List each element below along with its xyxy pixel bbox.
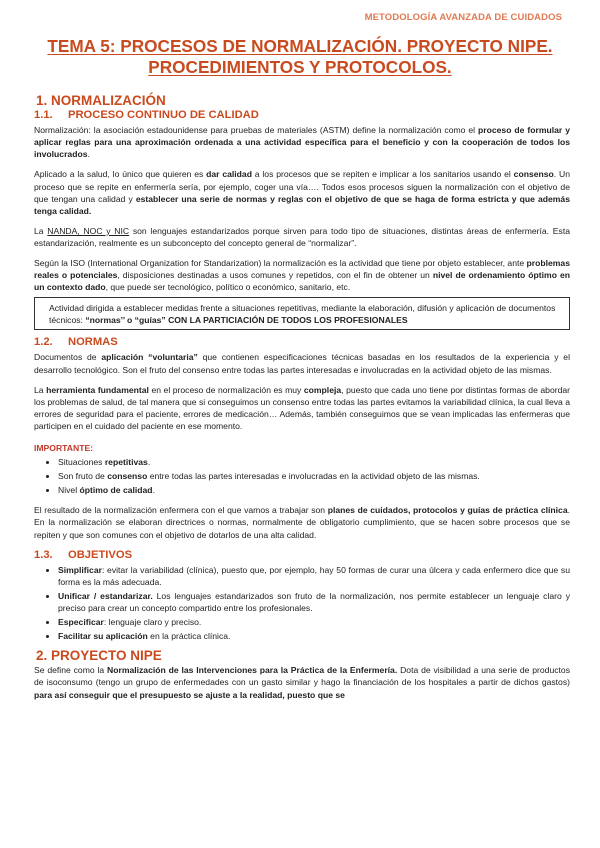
section-1-1-heading [34, 109, 570, 121]
list-item: • Nivel óptimo de calidad. [58, 484, 570, 496]
section-title: NORMAS [68, 336, 118, 349]
running-header: METODOLOGÍA AVANZADA DE CUIDADOS [364, 12, 562, 23]
section-number: 1.3. [34, 548, 53, 561]
list-item: • Son fruto de consenso entre todas las partes interesadas e involucradas en la actividad objeto de las mismas. [58, 470, 570, 482]
section-number: 1.1. [34, 109, 53, 122]
objectives-list [34, 564, 570, 643]
list-item: • Facilitar su aplicación en la práctica clínica. [58, 630, 570, 642]
section-1-3-heading [34, 549, 570, 561]
paragraph-resultado: El resultado de la normalización enfermera con el que vamos a trabajar son planes de cuidados, protocolos y guías de práctica clínica. En la normalización se elaboran directrices o normas, normalmente de obligatorio cumplimiento, que se hacen sobre procesos que se repiten y que son comunes con el objetivo de dotarlos de una alta calidad. [34, 505, 570, 540]
definition-box: Actividad dirigida a establecer medidas frente a situaciones repetitivas, mediante la elaboración, difusión y aplicación de documentos técnicos: “normas’’ o “guías” CON LA PARTICIACIÓN DE TODOS LOS PROFESIONALES [34, 297, 570, 330]
paragraph-iso: Según la ISO (International Organization for Standarization) la normalización es la actividad que tiene por objeto establecer, ante problemas reales o potenciales, disposiciones destinadas a usos comunes y repetidos, con el fin de obtener un nivel de ordenamiento óptimo en un contexto dado, que puede ser tecnológico, político o económico, sanitario, etc. [34, 258, 570, 293]
paragraph-normas: Documentos de aplicación “voluntaria” que contienen especificaciones técnicas basadas en los resultados de la experiencia y el desarrollo tecnológico. Son el fruto del consenso entre todas las partes interesadas e involucradas en la actividad objeto de las mismas. [34, 352, 570, 375]
paragraph-nanda: La NANDA, NOC y NIC son lenguajes estandarizados porque sirven para todo tipo de situaciones, distintas áreas de enfermería. Esta estandarización, realmente es un subconcepto del concepto general de “normalizar”. [34, 225, 570, 248]
paragraph-herramienta: La herramienta fundamental en el proceso de normalización es muy compleja, puesto que cada uno tiene por distintas formas de abordar los problemas de salud, de tal manera que si conseguimos un consenso entre todas las partes evitamos la variabilidad clínica, la cual lleva a errores de seguridad para el paciente, errores de medicación… Además, también conseguimos que se vean implicadas las enfermeras que participen en el cuidado del paciente en ese momento. [34, 384, 571, 431]
paragraph-health: Aplicado a la salud, lo único que quieren es dar calidad a los procesos que se repiten e implicar a los sanitarios usando el consenso. Un proceso que se repite en enfermería sería, por ejemplo, coger una vía…. Todos esos procesos siguen la normalización con el objetivo de que tengan una calidad y establecer una serie de normas y reglas con el objetivo de que se haga de forma estricta y que además tenga calidad. [34, 169, 570, 216]
list-item: • Especificar: lenguaje claro y preciso. [58, 616, 570, 628]
section-1-heading: 1. NORMALIZACIÓN [36, 93, 166, 108]
list-item: • Unificar / estandarizar. Los lenguajes estandarizados son fruto de la normalización, nos permite establecer un lenguaje claro y preciso para crear un concepto compartido entre los profesionales. [58, 590, 570, 614]
document-body [34, 95, 570, 709]
paragraph-nipe: Se define como la Normalización de las Intervenciones para la Práctica de la Enfermería. Dota de visibilidad a una serie de productos de isoconsumo (tengo un grupo de enfermedades con un gasto similar y hago la financiación de los hospitales a partir de dichos gastos) para así conseguir que el presupuesto se ajuste a la realidad, puesto que se [34, 665, 570, 700]
paragraph-astm: Normalización: la asociación estadounidense para pruebas de materiales (ASTM) define la normalización como el proceso de formular y aplicar reglas para una aproximación ordenada a una actividad específica para el beneficio y con la cooperación de todos los involucrados. [34, 125, 570, 160]
important-list [34, 456, 570, 496]
important-label: IMPORTANTE: [34, 442, 94, 453]
section-title: OBJETIVOS [68, 548, 133, 561]
title-line-1: TEMA 5: PROCESOS DE NORMALIZACIÓN. PROYECTO NIPE. [47, 36, 553, 56]
list-item: • Simplificar: evitar la variabilidad (clínica), puesto que, por ejemplo, hay 50 formas de curar una úlcera y cada enfermero dice que su forma es la más adecuada. [58, 564, 570, 588]
list-item: • Situaciones repetitivas. [58, 456, 570, 468]
page-title [30, 36, 570, 78]
section-2-heading: 2. PROYECTO NIPE [36, 648, 162, 664]
section-number: 1.2. [34, 336, 53, 349]
section-1-2-heading [34, 336, 570, 348]
section-title: PROCESO CONTINUO DE CALIDAD [68, 109, 259, 122]
title-line-2: PROCEDIMIENTOS Y PROTOCOLOS. [148, 57, 452, 77]
